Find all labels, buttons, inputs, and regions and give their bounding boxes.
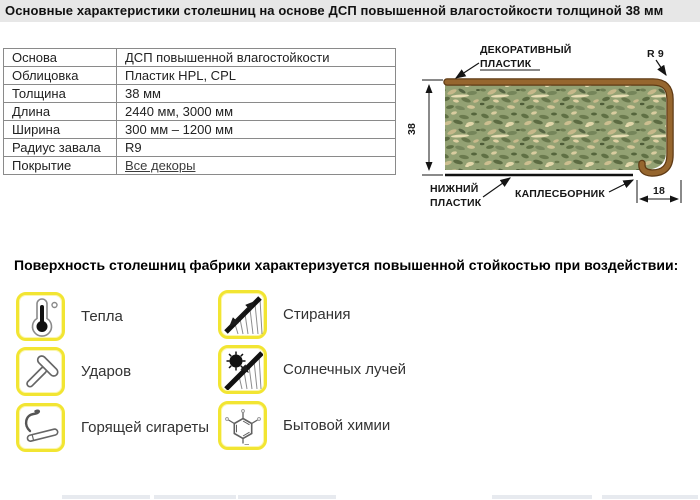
bottom-strip [62,495,150,499]
bottom-strip [492,495,592,499]
bottom-strip [154,495,236,499]
spec-value: 38 мм [117,85,396,103]
resistance-item [218,345,406,394]
hammer-icon [16,347,65,396]
bottom-plastic-label: НИЖНИЙ [430,183,479,195]
table-row [4,49,396,67]
sun-rays-icon [218,345,267,394]
resistance-item [218,290,351,339]
resistance-label: Горящей сигареты [81,419,210,436]
bottom-plastic-leader [483,178,510,197]
table-row [4,67,396,85]
resistance-label: Тепла [81,308,123,325]
corner-radius-label: R 9 [647,48,664,60]
spec-label: Толщина [4,85,117,103]
spec-value [117,157,396,175]
abrasion-icon [218,290,267,339]
cigarette-icon [16,403,65,452]
page-header [0,0,700,22]
drip-offset-label: 18 [652,185,666,197]
spec-label: Длина [4,103,117,121]
spec-value: ДСП повышенной влагостойкости [117,49,396,67]
resistance-item [16,292,123,341]
resistance-label: Бытовой химии [283,417,391,434]
decorative-plastic-label2: ПЛАСТИК [480,58,532,70]
thickness-label: 38 [406,122,418,136]
drip-edge-leader [609,180,633,192]
table-row [4,103,396,121]
dimension-38 [422,80,443,175]
spec-label: Радиус завала [4,139,117,157]
drip-edge-label: КАПЛЕСБОРНИК [515,188,606,200]
resistance-item [16,347,131,396]
bottom-strip [238,495,336,499]
spec-label: Облицовка [4,67,117,85]
table-row [4,157,396,175]
page-title: Основные характеристики столешниц на основе ДСП повышенной влагостойкости толщиной 38 мм [5,3,664,18]
spec-value: 2440 мм, 3000 мм [117,103,396,121]
resistance-item [16,403,209,452]
table-row [4,85,396,103]
resistance-heading: Поверхность столешниц фабрики характеризуется повышенной стойкостью при воздействии: [14,257,679,273]
table-row [4,139,396,157]
countertop-cross-section-diagram [400,30,700,215]
spec-label: Ширина [4,121,117,139]
chipboard-core [445,85,666,170]
resistance-item [218,401,390,450]
resistance-label: Стирания [283,306,351,323]
spec-value: R9 [117,139,396,157]
all-decors-link[interactable]: Все декоры [125,158,196,173]
specs-table [3,48,396,175]
spec-value: Пластик HPL, CPL [117,67,396,85]
cross-section-svg [400,30,700,215]
corner-radius-leader [656,60,666,75]
table-row [4,121,396,139]
spec-label: Покрытие [4,157,117,175]
thermometer-icon [16,292,65,341]
resistance-label: Ударов [81,363,132,380]
spec-label: Основа [4,49,117,67]
decorative-plastic-leader [456,63,479,78]
spec-value: 300 мм – 1200 мм [117,121,396,139]
resistance-label: Солнечных лучей [283,361,407,378]
bottom-plastic-label2: ПЛАСТИК [430,197,482,209]
chemistry-icon [218,401,267,450]
bottom-strip [602,495,698,499]
decorative-plastic-label: ДЕКОРАТИВНЫЙ [480,44,572,56]
